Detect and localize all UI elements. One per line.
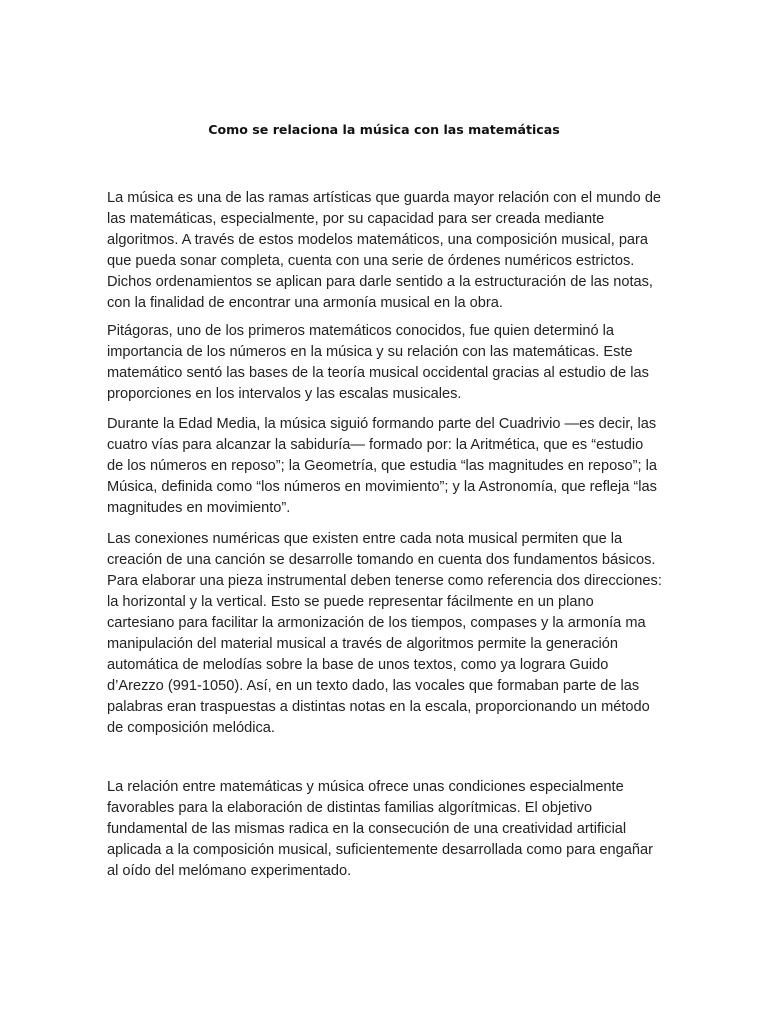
paragraph-3: Durante la Edad Media, la música siguió formando parte del Cuadrivio —es decir, las cuatro vías para alcanzar la sabiduría— formado por: la Aritmética, que es “estudio de los números en reposo”; la Geometría, que estudia “las magnitudes en reposo”; la Música, definida como “los números en movimiento”; y la Astronomía, que refleja “las magnitudes en movimiento”. bbox=[107, 416, 658, 516]
paragraph-1: La música es una de las ramas artísticas que guarda mayor relación con el mundo de las matemáticas, especialmente, por su capacidad para ser creada mediante algoritmos. A través de estos modelos matemáticos, una composición musical, para que pueda sonar completa, cuenta con una serie de órdenes numéricos estrictos. Dichos ordenamientos se aplican para darle sentido a la estructuración de las notas, con la finalidad de encontrar una armonía musical en la obra. bbox=[107, 190, 662, 311]
paragraph-5: La relación entre matemáticas y música ofrece unas condiciones especialmente favorables para la elaboración de distintas familias algorítmicas. El objetivo fundamental de las mismas radica en la consecución de una creatividad artificial aplicada a la composición musical, suficientemente desarrollada como para engañar al oído del melómano experimentado. bbox=[107, 779, 653, 879]
document-title: Como se relaciona la música con las matemáticas bbox=[208, 122, 560, 137]
paragraph-2: Pitágoras, uno de los primeros matemáticos conocidos, fue quien determinó la importancia de los números en la música y su relación con las matemáticas. Este matemático sentó las bases de la teoría musical occidental gracias al estudio de las proporciones en los intervalos y las escalas musicales. bbox=[107, 323, 649, 402]
paragraph-4: Las conexiones numéricas que existen entre cada nota musical permiten que la creación de una canción se desarrolle tomando en cuenta dos fundamentos básicos. Para elaborar una pieza instrumental deben tenerse como referencia dos direcciones: la horizontal y la vertical. Esto se puede representar fácilmente en un plano cartesiano para facilitar la armonización de los tiempos, compases y la armonía ma manipulación del material musical a través de algoritmos permite la generación automática de melodías sobre la base de unos textos, como ya lograra Guido d’Arezzo (991-1050). Así, en un texto dado, las vocales que formaban parte de las palabras eran traspuestas a distintas notas en la escala, proporcionando un método de composición melódica. bbox=[107, 531, 662, 736]
